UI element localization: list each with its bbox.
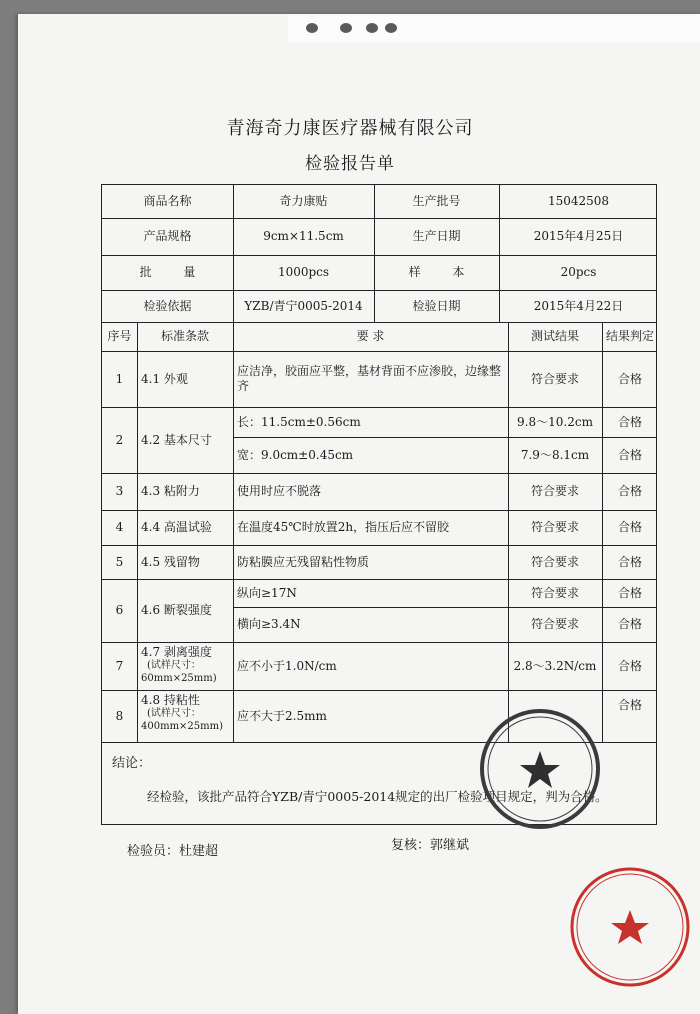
row-requirement: 防粘膜应无残留粘性物质 (237, 554, 370, 569)
row-clause: 4.1 外观 (141, 371, 188, 386)
clause-note: (试样尺寸： (147, 708, 201, 719)
row-requirement: 应洁净，胶面应平整，基材背面不应渗胶，边缘整齐 (237, 364, 502, 393)
row-verdict-transverse: 合格 (617, 617, 642, 631)
product-name-value: 奇力康贴 (279, 194, 328, 208)
row-no: 4 (115, 520, 124, 534)
row-clause (137, 642, 233, 690)
row-no: 5 (115, 554, 124, 569)
basis-value: YZB/青宁0005-2014 (244, 298, 363, 313)
row-clause: 4.5 残留物 (141, 554, 200, 569)
inspection-date-label: 检验日期 (412, 298, 461, 313)
col-header-verdict: 结果判定 (605, 329, 654, 343)
clause-title: 4.7 剥离强度 (141, 645, 212, 659)
row-verdict-length: 合格 (617, 414, 642, 429)
row-result: 符合要求 (530, 371, 579, 386)
spec-label: 产品规格 (143, 229, 192, 243)
punch-hole (366, 23, 378, 33)
binder-strip (288, 14, 700, 42)
row-requirement-transverse: 横向≥3.4N (237, 617, 301, 631)
row-verdict: 合格 (617, 484, 642, 498)
row-clause (137, 690, 233, 742)
clause-size: 60mm×25mm) (141, 672, 217, 684)
row-no: 2 (115, 432, 124, 447)
row-verdict: 合格 (617, 520, 642, 534)
production-date-value: 2015年4月25日 (533, 229, 624, 243)
batch-no-label: 生产批号 (412, 194, 461, 208)
row-clause: 4.2 基本尺寸 (141, 432, 212, 447)
row-clause: 4.6 断裂强度 (141, 603, 212, 617)
punch-hole (306, 23, 318, 33)
row-requirement: 在温度45℃时放置2h，指压后应不留胶 (237, 520, 450, 534)
row-requirement-length: 长：11.5cm±0.56cm (237, 414, 361, 429)
row-result: 2.8～3.2N/cm (513, 658, 597, 673)
sample-label: 样 本 (408, 265, 479, 279)
row-result: 符合要求 (530, 554, 579, 569)
row-verdict: 合格 (617, 697, 642, 712)
sample-value: 20pcs (560, 265, 597, 279)
inspection-seal (478, 707, 602, 831)
row-result-width: 7.9～8.1cm (520, 447, 590, 462)
col-header-clause: 标准条款 (160, 329, 209, 343)
clause-title: 4.8 持粘性 (141, 693, 200, 707)
company-name: 青海奇力康医疗器械有限公司 (226, 118, 474, 139)
production-date-label: 生产日期 (412, 229, 461, 243)
row-requirement: 应不小于1.0N/cm (237, 658, 337, 673)
punch-hole (340, 23, 352, 33)
row-result-longitudinal: 符合要求 (530, 585, 579, 600)
inspection-date-value: 2015年4月22日 (533, 298, 624, 313)
row-clause: 4.3 粘附力 (141, 484, 200, 498)
row-result: 符合要求 (530, 484, 579, 498)
row-requirement-longitudinal: 纵向≥17N (237, 585, 297, 600)
row-verdict: 合格 (617, 658, 642, 673)
spec-value: 9cm×11.5cm (263, 229, 344, 243)
row-verdict-width: 合格 (617, 447, 642, 462)
batch-no-value: 15042508 (547, 194, 610, 208)
row-no: 8 (115, 708, 124, 723)
row-result: 符合要求 (530, 520, 579, 534)
row-no: 1 (115, 371, 124, 386)
report-title: 检验报告单 (305, 154, 395, 174)
basis-label: 检验依据 (143, 298, 192, 313)
punch-hole (385, 23, 397, 33)
row-requirement: 使用时应不脱落 (237, 484, 322, 498)
clause-note: (试样尺寸： (147, 660, 201, 671)
reviewer-signature: 复核：郭继斌 (391, 838, 470, 853)
clause-size: 400mm×25mm) (141, 720, 224, 732)
row-clause: 4.4 高温试验 (141, 520, 212, 534)
qa-seal (568, 865, 692, 989)
row-requirement-width: 宽：9.0cm±0.45cm (237, 447, 354, 462)
quantity-label: 批 量 (139, 265, 210, 279)
row-requirement: 应不大于2.5mm (237, 708, 327, 723)
conclusion-label: 结论： (112, 756, 152, 771)
col-header-result: 测试结果 (530, 329, 579, 343)
row-result-transverse: 符合要求 (530, 617, 579, 631)
row-no: 6 (115, 603, 124, 617)
row-verdict: 合格 (617, 554, 642, 569)
row-no: 3 (115, 484, 124, 498)
conclusion-text: 经检验，该批产品符合YZB/青宁0005-2014规定的出厂检验项目规定，判为合格。 (147, 789, 608, 804)
row-verdict-longitudinal: 合格 (617, 585, 642, 600)
product-name-label: 商品名称 (143, 194, 192, 208)
quantity-value: 1000pcs (277, 265, 330, 279)
row-result-length: 9.8～10.2cm (517, 414, 593, 429)
row-no: 7 (115, 658, 124, 673)
inspector-signature: 检验员：杜建超 (127, 844, 219, 859)
row-verdict: 合格 (617, 371, 642, 386)
col-header-requirement: 要 求 (356, 329, 385, 343)
col-header-no: 序号 (107, 329, 132, 343)
